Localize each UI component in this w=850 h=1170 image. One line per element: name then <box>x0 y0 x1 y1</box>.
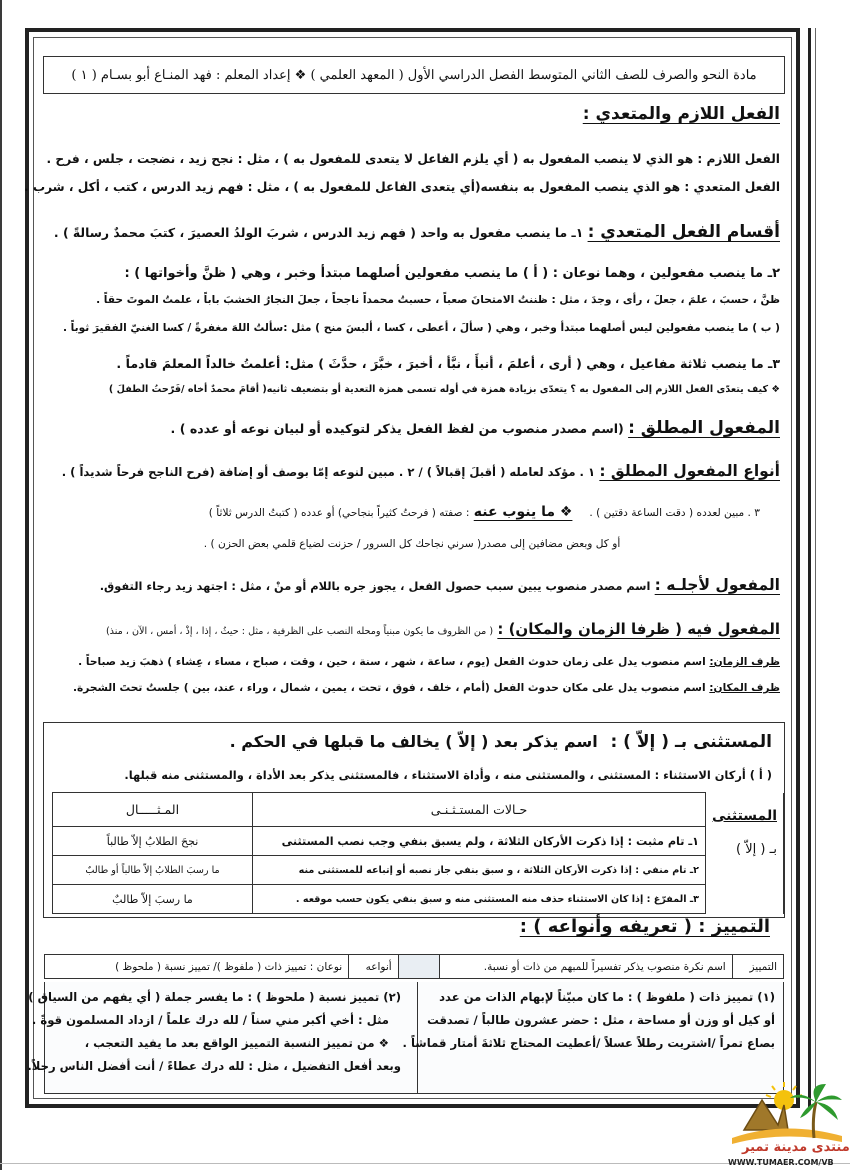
naib-heading: ❖ ما ينوب عنه <box>473 504 573 520</box>
type2-line: (٢) تمييز نسبة ( ملحوظ ) : ما يفسر جملة ( أي يفهم من السياق ) <box>28 990 401 1004</box>
tamyeez-heading-row <box>44 916 770 937</box>
section-heading-mutlaq-types: أنواع المفعول المطلق : <box>599 462 780 480</box>
table-row <box>53 827 784 856</box>
type1-line: (١) تمييز ذات ( ملفوظ ) : ما كان مبيّناً لإبهام الذات من عدد <box>439 990 775 1004</box>
mutlaq-types-line-2 <box>44 504 760 520</box>
side-label-1: المستثنى <box>712 807 777 824</box>
forum-url: WWW.TUMAER.COM/VB <box>728 1158 834 1167</box>
tamyeez-table <box>44 954 784 979</box>
istithna-table <box>52 792 784 914</box>
aqsam-item-1: ١ـ ما ينصب مفعول به واحد ( فهم زيد الدرس ، شربَ الولدُ العصيرَ ، كتبَ محمدٌ رسالةً ) . <box>53 225 584 240</box>
section-heading-lazim: الفعل اللازم والمتعدي : <box>582 104 780 124</box>
istithna-heading-row <box>44 732 772 752</box>
col-header-example: المـثـــــال <box>53 793 253 827</box>
section-heading-mutlaq: المفعول المطلق : <box>628 418 780 438</box>
section-lazim-heading-row <box>44 104 780 124</box>
tamyeez-spacer-cell <box>398 955 439 979</box>
mutlaq-type-3: ٣ . مبين لعدده ( دقت الساعة دقتين ) . <box>589 507 760 519</box>
page-border-right-rule <box>808 28 811 1108</box>
zaman-text: اسم منصوب يدل على زمان حدوث الفعل (يوم ، ساعة ، شهر ، سنة ، حين ، وقت ، صباح ، مساء ، عِشاء ) ذهبَ زيد صباحاً . <box>78 656 706 668</box>
example-cell: نجحَ الطلابُ إلاّ طالباً <box>53 827 253 856</box>
worksheet-header <box>43 56 785 94</box>
istithna-arkan: ( أ ) أركان الاستثناء : المستثنى ، والمستثنى منه ، وأداة الاستثناء ، فالمستثنى يذكر بعد الأداة ، والمستثنى منه قبلها. <box>124 768 772 782</box>
page-border-right-rule-thin <box>815 28 816 1108</box>
tamyeez-definition: اسم نكرة منصوب يذكر تفسيراً للمبهم من ذات أو نسبة. <box>439 955 732 979</box>
type1-line: أو كيل أو وزن أو مساحة ، مثل : حضر عشرون طالباً / تصدقت <box>427 1013 775 1027</box>
tamyeez-type-dhat <box>403 986 775 1055</box>
naib-text: : صفته ( فرحتُ كثيراً بنجاحي) أو عدده ( كتبتُ الدرس ثلاثاً ) <box>208 507 470 519</box>
type2-line: ❖ من تمييز النسبة التمييز الواقع بعد ما يفيد التعجب ، <box>84 1036 389 1050</box>
case-cell: ١ـ تام مثبت : إذا ذكرت الأركان الثلاثة ، ولم يسبق بنفي وجب نصب المستثنى <box>253 827 706 856</box>
section-heading-aqsam: أقسام الفعل المتعدي : <box>587 222 780 242</box>
mutlaq-types-row <box>44 462 780 480</box>
istithna-side-label <box>706 793 784 914</box>
zaman-row <box>44 656 780 668</box>
makan-row <box>44 682 780 694</box>
case-cell: ٣ـ المفرّغ : إذا كان الاستثناء حذف منه المستثنى منه و سبق بنفي يكون حسب موقعه . <box>253 885 706 914</box>
makan-text: اسم منصوب يدل على مكان حدوث الفعل (أمام ، خلف ، فوق ، تحت ، يمين ، شمال ، وراء ، عند، بين ) جلستُ تحتَ الشجرة. <box>72 682 706 694</box>
mutlaq-definition: (اسم مصدر منصوب من لفظ الفعل يذكر لتوكيده أو لبيان نوعه أو عدده ) . <box>170 421 624 436</box>
istithna-definition: اسم يذكر بعد ( إلاّ ) يخالف ما قبلها في الحكم . <box>229 732 598 751</box>
aqsam-row <box>44 222 780 242</box>
tamyeez-types-value: نوعان : تمييز ذات ( ملفوظ )/ تمييز نسبة ( ملحوظ ) <box>45 955 349 979</box>
side-label-2: بـ ( إلاّ ) <box>736 841 777 857</box>
aqsam-item-2b: ( ب ) ما ينصب مفعولين ليس أصلهما مبتدأ وخبر ، وهي ( سألَ ، أعطى ، كسا ، ألبسَ منح ) مثل :سألتُ اللهَ مغفرةً / كسا الغنيّ الفقيرَ ثوباً . <box>62 322 780 334</box>
case-cell: ٢ـ تام منفي : إذا ذكرت الأركان الثلاثة ، و سبق بنفي جاز نصبه أو إتباعه للمستثنى منه <box>253 856 706 885</box>
ajlih-row <box>44 576 780 594</box>
makan-label: ظرف المكان: <box>709 682 780 694</box>
worksheet-content <box>23 42 790 1094</box>
section-heading-fih: المفعول فيه ( ظرفا الزمان والمكان) : <box>497 620 780 638</box>
fih-row <box>44 620 780 638</box>
zaman-label: ظرف الزمان: <box>709 656 780 668</box>
aqsam-item-2: ٢ـ ما ينصب مفعولين ، وهما نوعان : ( أ ) ما ينصب مفعولين أصلهما مبتدأ وخبر ، وهي ( ظنَّ وأخواتها ) : <box>124 266 780 281</box>
scan-edge <box>0 0 2 1170</box>
tamyeez-label: التمييز <box>732 955 783 979</box>
section-heading-ajlih: المفعول لأجلـه : <box>654 576 780 594</box>
fih-text: ( من الظروف ما يكون مبنياً ومحله النصب على الظرفية ، مثل : حيثُ ، إذا ، إذْ ، أمس ، الآن ، منذ) <box>105 626 494 637</box>
tamyeez-type-nisba <box>27 986 401 1078</box>
aqsam-note: ❖ كيف يتعدّى الفعل اللازم إلى المفعول به ؟ يتعدّى بزيادة همزة في أوله تسمى همزة التعدية أو بتضعيف ثانيه( أقامَ محمدٌ أخاه /فَرّحتُ الطفلَ ) <box>108 384 780 395</box>
mutlaq-types-line-3: أو كل وبعض مضافين إلى مصدر( سرني نجاحك كل السرور / حزنت لضياع قلمي بعض الحزن ) . <box>203 538 621 550</box>
example-cell: ما رسبَ الطلابُ إلاّ طالباً أو طالبٌ <box>53 856 253 885</box>
ajlih-text: اسم مصدر منصوب يبين سبب حصول الفعل ، يجوز جره باللام أو منْ ، مثل : اجتهد زيد رجاء التفوق. <box>99 579 651 593</box>
section-heading-istithna: المستثنى بـ ( إلاّ ) : <box>610 732 772 752</box>
table-row <box>53 856 784 885</box>
forum-name: منتدى مدينة تمير <box>742 1140 850 1155</box>
type2-line: مثل : أخي أكبر مني سناً / لله درك علماً / ازداد المسلمون قوةً . <box>31 1013 389 1027</box>
col-header-cases: حـالات المستـثـنـى <box>253 793 706 827</box>
example-cell: ما رسبَ إلاّ طالبٌ <box>53 885 253 914</box>
type1-line: بصاع تمراً /اشتريت رطلاً عسلاً /أعطيت المحتاج ثلاثةَ أمتار قماشاً . <box>402 1036 775 1050</box>
tamyeez-definition-row <box>45 955 784 979</box>
header-title: مادة النحو والصرف للصف الثاني المتوسط الفصل الدراسي الأول ( المعهد العلمي ) ❖ إعداد المعلم : فهد المنـاع أبو بسـام ( ١ ) <box>71 67 757 83</box>
mutlaq-row <box>44 418 780 438</box>
tamyeez-types-label: أنواعه <box>349 955 399 979</box>
table-row <box>53 885 784 914</box>
type2-line: وبعد أفعل التفضيل ، مثل : لله درك عطاءً / أنت أفضل الناس رجلاً. <box>27 1059 401 1073</box>
aqsam-item-2a: ظنَّ ، حسبَ ، علمَ ، جعلَ ، رأى ، وجدَ ، مثل : ظننتُ الامتحانَ صعباً ، حسبتُ محمداً ناجحاً ، جعلَ النجارُ الخشبَ باباً ، علمتُ الموتَ حقاً . <box>96 294 780 306</box>
mutlaq-types-line-1: ١ . مؤكد لعامله ( أقبلَ إقبالاً ) / ٢ . مبين لنوعه إمّا بوصف أو إضافة (فرح الناجح فرحاً شديداً ) . <box>61 465 596 479</box>
tamyeez-types-box <box>27 982 784 1094</box>
lazim-definition: الفعل اللازم : هو الذي لا ينصب المفعول به ( أي يلزم الفاعل لا يتعدى للمفعول به ) ، مثل : نجح زيد ، نضجت ، جلس ، فرح . <box>46 152 780 166</box>
istithna-table-header <box>53 793 784 827</box>
mutaaddi-definition: الفعل المتعدي : هو الذي ينصب المفعول به بنفسه(أي يتعدى الفاعل للمفعول به ) ، مثل : فهم زيد الدرس ، كتب ، أكل ، شرب . <box>23 180 780 194</box>
section-heading-tamyeez: التمييز : ( تعريفه وأنواعه ) : <box>519 916 770 937</box>
aqsam-item-3: ٣ـ ما ينصب ثلاثة مفاعيل ، وهي ( أرى ، أعلمَ ، أنبأَ ، نبَّأ ، أخبرَ ، خبَّرَ ، حدَّثَ ) مثل: أعلمتُ خالداً المعلمَ قادماً . <box>116 356 780 371</box>
